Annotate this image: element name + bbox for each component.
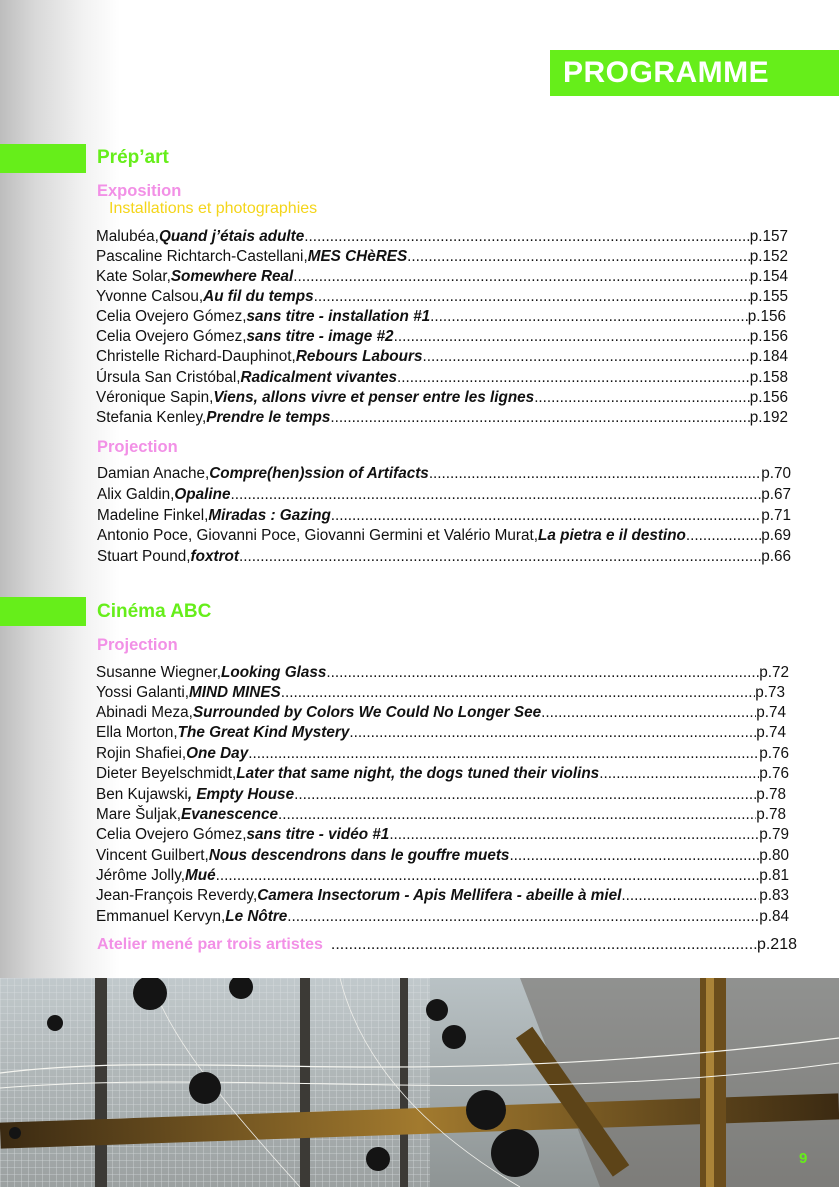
dot-leader: [330, 408, 749, 428]
entry-page: p.155: [749, 288, 788, 305]
entry-page: p.76: [759, 765, 789, 782]
section-marker-prepart: [0, 144, 86, 173]
entry-work: Surrounded by Colors We Could No Longer See: [192, 704, 542, 721]
entry-work: MES CHèRES: [307, 248, 408, 265]
toc-entry[interactable]: [96, 327, 788, 347]
toc-entry[interactable]: [96, 408, 788, 428]
entry-work: Camera Insectorum - Apis Mellifera - abeille à miel: [257, 887, 622, 904]
entry-page: p.158: [749, 369, 788, 386]
toc-entry[interactable]: [96, 347, 788, 367]
entry-author: Christelle Richard-Dauphinot,: [96, 348, 296, 365]
section-title-prepart: Prép’art: [97, 147, 169, 168]
entry-page: p.81: [759, 867, 789, 884]
entry-page: p.84: [759, 908, 789, 925]
entry-author: Kate Solar,: [96, 268, 171, 285]
section-title-cinema: Cinéma ABC: [97, 601, 212, 622]
entry-author: Véronique Sapin,: [96, 389, 214, 406]
toc-entry[interactable]: [96, 846, 789, 866]
installation-photo: [0, 978, 839, 1187]
atelier-page: p.218: [756, 936, 797, 953]
entry-page: p.67: [761, 486, 791, 503]
dot-leader: [429, 464, 761, 484]
group-label-projection: Projection: [97, 636, 178, 654]
entry-work: Quand j’étais adulte: [158, 228, 305, 245]
group-sublabel: Installations et photographies: [109, 200, 318, 217]
entry-author: Alix Galdin,: [97, 486, 175, 503]
toc-entry[interactable]: [96, 267, 788, 287]
entry-page: p.154: [749, 268, 788, 285]
entry-work: Evanescence: [181, 806, 278, 823]
entry-author: Abinadi Meza,: [96, 704, 193, 721]
dot-leader: [397, 368, 750, 388]
dot-leader: [278, 805, 756, 825]
entry-work: Later that same night, the dogs tuned their violins: [236, 765, 600, 782]
entry-page: p.80: [759, 847, 789, 864]
toc-entry[interactable]: [96, 663, 789, 683]
entry-work: foxtrot: [190, 548, 239, 565]
entry-work: Au fil du temps: [203, 288, 314, 305]
dot-leader: [389, 825, 759, 845]
dot-leader: [534, 388, 750, 408]
entry-page: p.71: [761, 507, 791, 524]
toc-entry[interactable]: [97, 485, 791, 505]
entry-author: Stefania Kenley,: [96, 409, 207, 426]
entry-author: Celia Ovejero Gómez,: [96, 826, 247, 843]
entry-work: One Day: [186, 745, 249, 762]
entry-author: Jérôme Jolly,: [96, 867, 185, 884]
dot-leader: [314, 287, 750, 307]
installation-photo-art: [0, 978, 839, 1187]
entry-work: Nous descendrons dans le gouffre muets: [208, 847, 510, 864]
entry-work: Viens, allons vivre et penser entre les lignes: [213, 389, 535, 406]
toc-entry[interactable]: [97, 526, 791, 546]
entry-page: p.74: [756, 724, 786, 741]
entry-work: La pietra e il destino: [538, 527, 686, 544]
dot-leader: [287, 907, 759, 927]
entry-work: , Empty House: [187, 786, 295, 803]
dot-leader: [621, 886, 759, 906]
dot-leader: [599, 764, 759, 784]
entry-page: p.184: [749, 348, 788, 365]
dot-leader: [394, 327, 750, 347]
dot-leader: [248, 744, 759, 764]
entry-author: Ella Morton,: [96, 724, 178, 741]
entry-work: Somewhere Real: [170, 268, 294, 285]
entry-page: p.78: [756, 806, 786, 823]
dot-leader: [304, 227, 749, 247]
dot-leader: [331, 935, 757, 955]
entry-author: Vincent Guilbert,: [96, 847, 209, 864]
entry-page: p.78: [756, 786, 786, 803]
group-label-exposition: Exposition: [97, 182, 182, 200]
atelier-label: Atelier mené par trois artistes: [97, 936, 323, 953]
dot-leader: [686, 526, 761, 546]
entry-work: Prendre le temps: [206, 409, 331, 426]
dot-leader: [293, 267, 749, 287]
dot-leader: [230, 485, 761, 505]
entry-author: Emmanuel Kervyn,: [96, 908, 226, 925]
entry-page: p.69: [761, 527, 791, 544]
entry-page: p.156: [747, 308, 786, 325]
entry-page: p.72: [759, 664, 789, 681]
entry-author: Malubéa,: [96, 228, 159, 245]
entry-page: p.156: [749, 389, 788, 406]
dot-leader: [281, 683, 755, 703]
entry-author: Damian Anache,: [97, 465, 210, 482]
entry-work: Mué: [184, 867, 216, 884]
page-number: 9: [799, 1150, 808, 1167]
toc-entry[interactable]: [97, 547, 791, 567]
dot-leader: [509, 846, 759, 866]
entry-work: The Great Kind Mystery: [177, 724, 350, 741]
entry-author: Úrsula San Cristóbal,: [96, 369, 241, 386]
toc-entry[interactable]: [96, 866, 789, 886]
toc-entry-atelier[interactable]: [97, 935, 797, 955]
entry-work: Le Nôtre: [225, 908, 288, 925]
entry-page: p.83: [759, 887, 789, 904]
toc-entry[interactable]: [97, 464, 791, 484]
entry-author: Rojin Shafiei,: [96, 745, 187, 762]
entry-page: p.76: [759, 745, 789, 762]
section-marker-cinema: [0, 597, 86, 626]
toc-entry[interactable]: [96, 227, 788, 247]
dot-leader: [349, 723, 756, 743]
dot-leader: [331, 506, 761, 526]
toc-entry[interactable]: [96, 703, 786, 723]
entry-author: Yvonne Calsou,: [96, 288, 204, 305]
entry-work: MIND MINES: [188, 684, 281, 701]
toc-entry[interactable]: [96, 744, 789, 764]
entry-work: Rebours Labours: [295, 348, 423, 365]
dot-leader: [294, 785, 756, 805]
entry-author: Celia Ovejero Gómez,: [96, 308, 247, 325]
toc-entry[interactable]: [96, 805, 786, 825]
entry-work: sans titre - vidéo #1: [246, 826, 390, 843]
entry-page: p.74: [756, 704, 786, 721]
entry-author: Madeline Finkel,: [97, 507, 209, 524]
toc-entry[interactable]: [96, 825, 789, 845]
entry-page: p.73: [755, 684, 785, 701]
entry-work: Opaline: [174, 486, 231, 503]
dot-leader: [216, 866, 760, 886]
toc-entry[interactable]: [96, 886, 789, 906]
toc-entry[interactable]: [96, 388, 788, 408]
entry-page: p.152: [749, 248, 788, 265]
entry-work: Looking Glass: [221, 664, 327, 681]
toc-entry[interactable]: [96, 368, 788, 388]
toc-entry[interactable]: [96, 785, 786, 805]
entry-author: Antonio Poce, Giovanni Poce, Giovanni Germini et Valério Murat,: [97, 527, 538, 544]
entry-page: p.66: [761, 548, 791, 565]
toc-entry[interactable]: [96, 907, 789, 927]
toc-entry[interactable]: [97, 506, 791, 526]
entry-work: Radicalment vivantes: [240, 369, 397, 386]
entry-author: Yossi Galanti,: [96, 684, 189, 701]
entry-page: p.192: [749, 409, 788, 426]
entry-page: p.79: [759, 826, 789, 843]
toc-entry[interactable]: [96, 723, 786, 743]
entry-page: p.156: [749, 328, 788, 345]
dot-leader: [407, 247, 750, 267]
dot-leader: [239, 547, 761, 567]
toc-entry[interactable]: [96, 247, 788, 267]
group-label-projection: Projection: [97, 438, 178, 456]
page-title: PROGRAMME: [550, 50, 839, 96]
entry-author: Pascaline Richtarch-Castellani,: [96, 248, 308, 265]
entry-author: Stuart Pound,: [97, 548, 191, 565]
entry-author: Mare Šuljak,: [96, 806, 182, 823]
entry-author: Ben Kujawski: [96, 786, 188, 803]
toc-entry[interactable]: [96, 287, 788, 307]
entry-author: Celia Ovejero Gómez,: [96, 328, 247, 345]
toc-entry[interactable]: [96, 683, 785, 703]
toc-entry[interactable]: [96, 307, 786, 327]
dot-leader: [541, 703, 756, 723]
dot-leader: [422, 347, 749, 367]
toc-entry[interactable]: [96, 764, 789, 784]
dot-leader: [326, 663, 759, 683]
entry-work: sans titre - installation #1: [246, 308, 431, 325]
entry-page: p.157: [749, 228, 788, 245]
entry-author: Dieter Beyelschmidt,: [96, 765, 237, 782]
dot-leader: [430, 307, 748, 327]
entry-author: Jean-François Reverdy,: [96, 887, 258, 904]
entry-author: Susanne Wiegner,: [96, 664, 222, 681]
entry-work: Compre(hen)ssion of Artifacts: [209, 465, 429, 482]
entry-page: p.70: [761, 465, 791, 482]
entry-work: Miradas : Gazing: [208, 507, 331, 524]
entry-work: sans titre - image #2: [246, 328, 394, 345]
